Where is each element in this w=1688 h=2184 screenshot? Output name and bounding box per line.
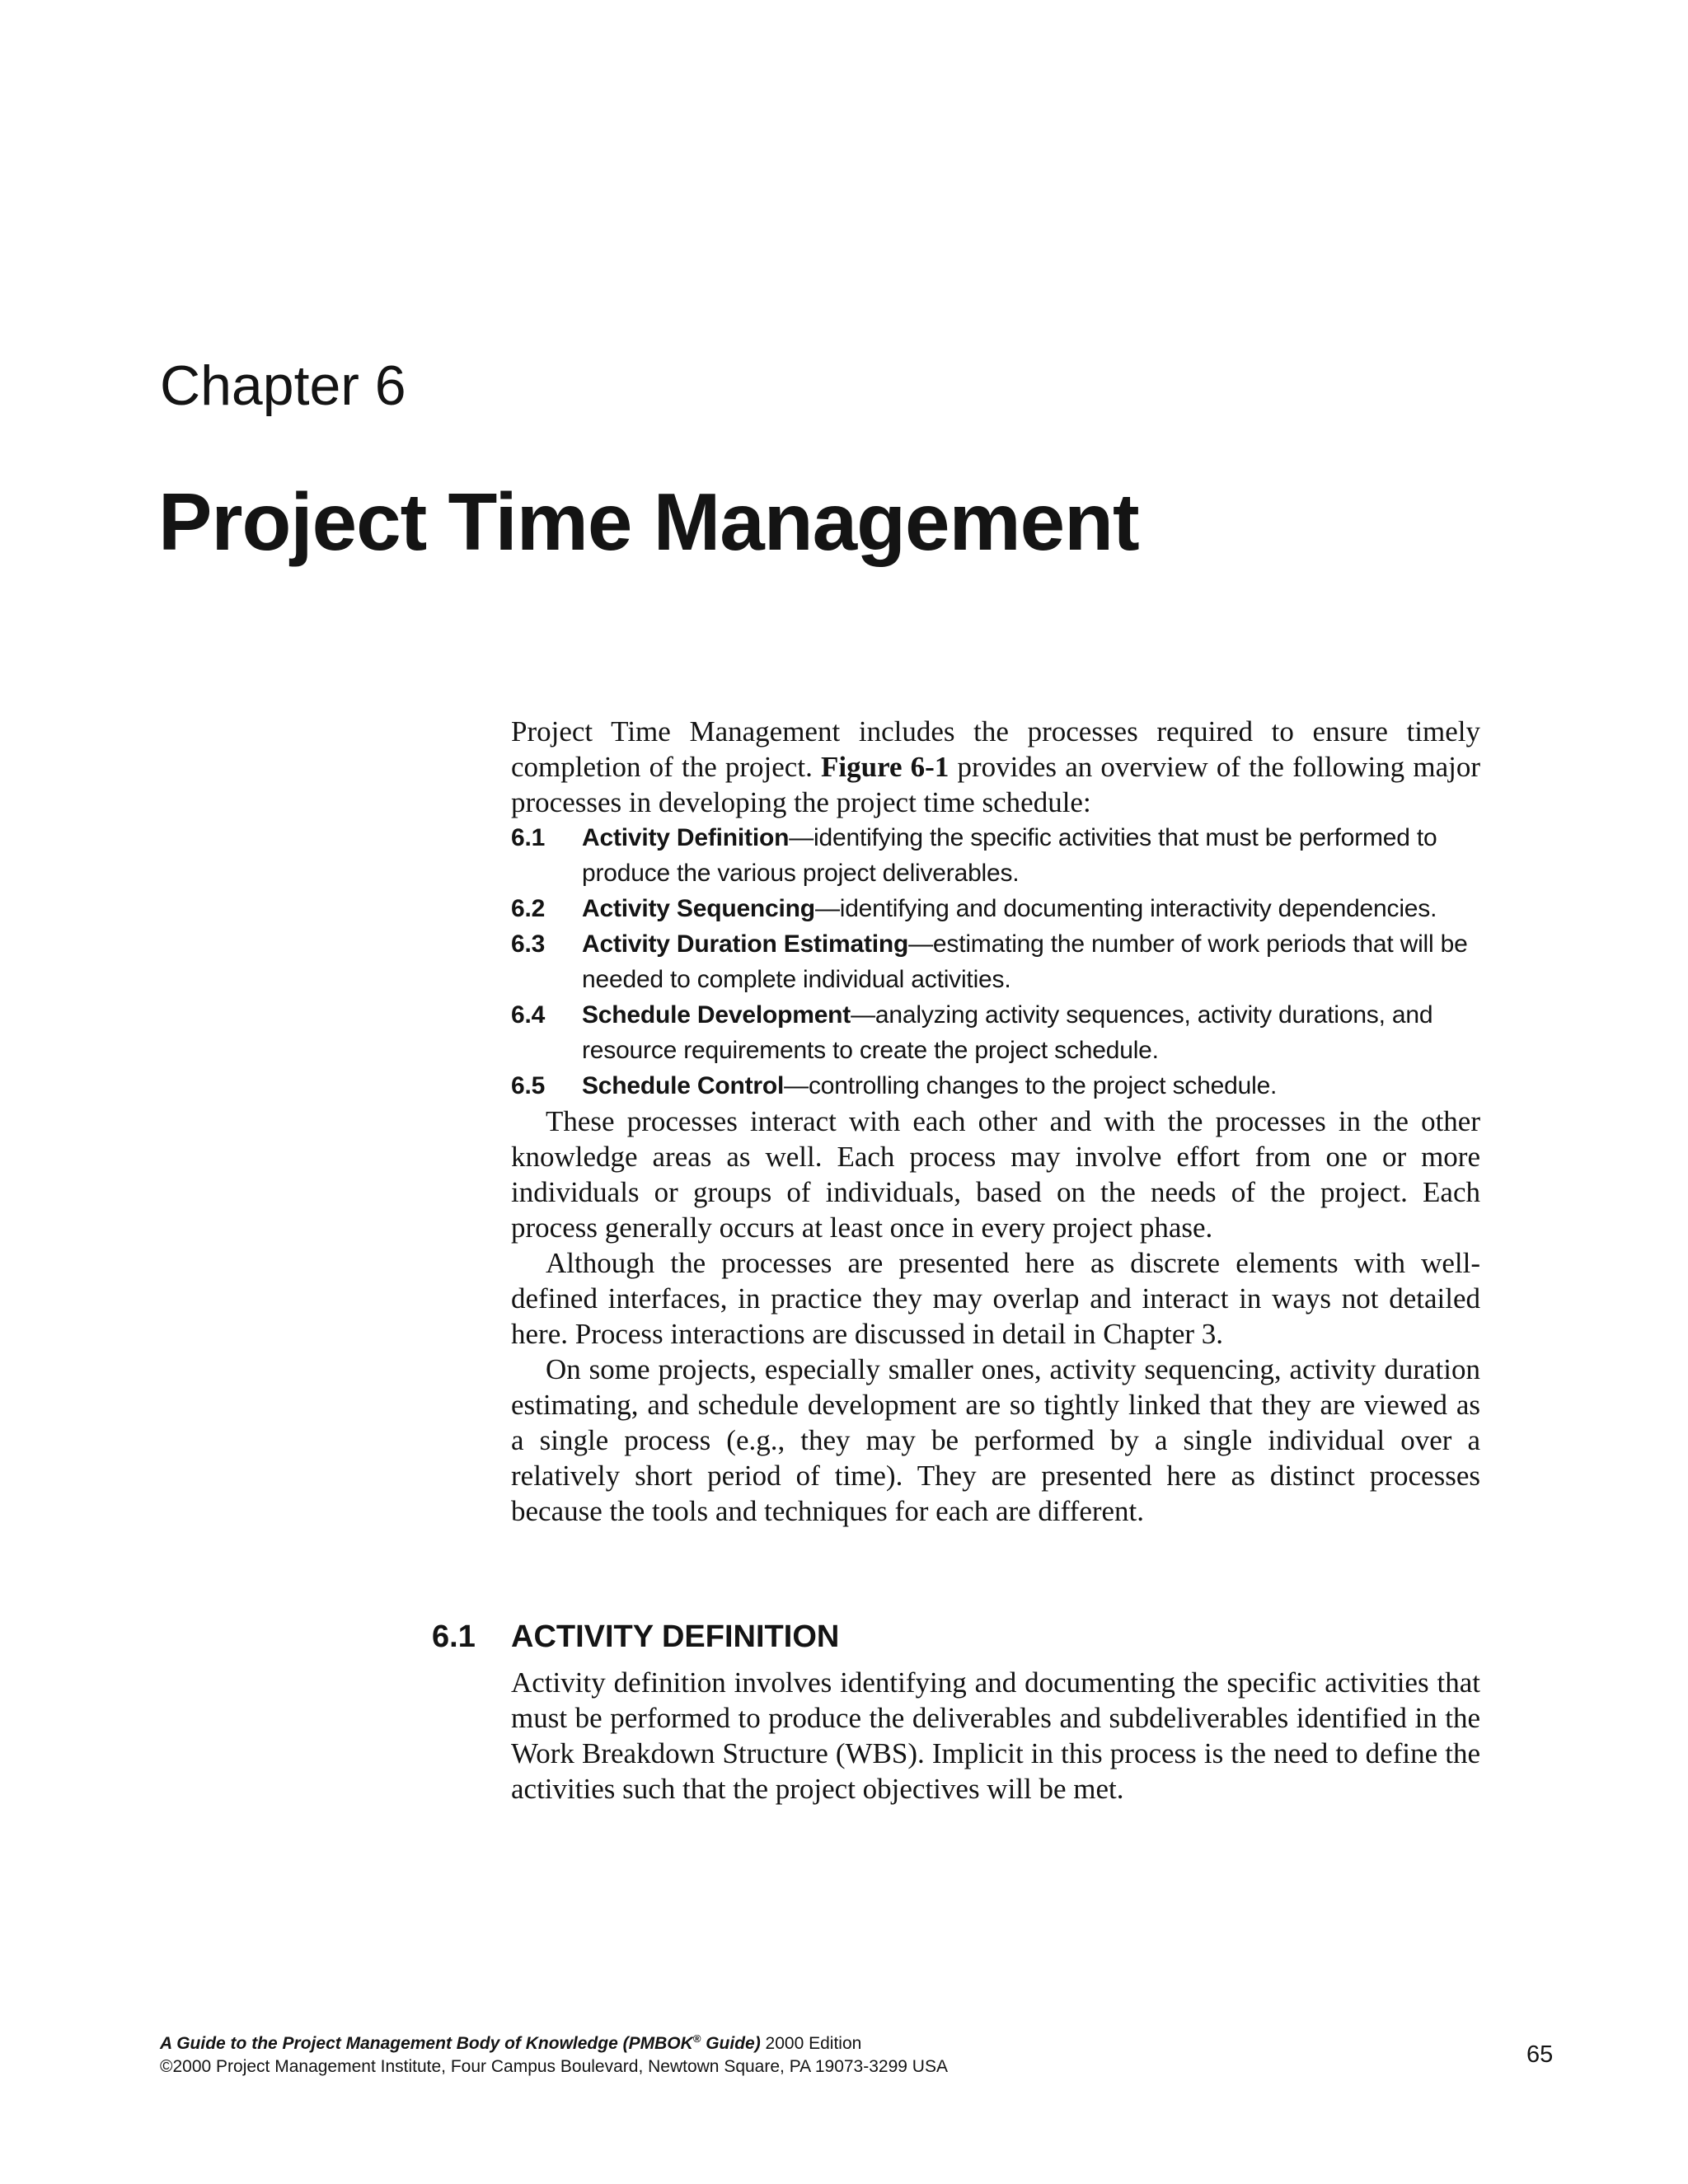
chapter-label: Chapter 6 — [160, 354, 406, 417]
footer-guide-title — [160, 2034, 761, 2053]
section-heading — [432, 1617, 839, 1657]
process-item — [511, 997, 1480, 1068]
section-number: 6.1 — [432, 1619, 476, 1654]
chapter-intro — [511, 714, 1480, 1529]
section-title: ACTIVITY DEFINITION — [511, 1619, 840, 1654]
process-description: —identifying and documenting interactivity dependencies. — [814, 895, 1437, 922]
process-name: Activity Definition — [582, 824, 790, 851]
footer-edition: 2000 Edition — [760, 2034, 862, 2053]
process-description: —identifying the specific activities that must be performed to produce the various project deliverables. — [582, 824, 1437, 887]
footer-copyright: ©2000 Project Management Institute, Four Campus Boulevard, Newtown Square, PA 19073-3299 USA — [160, 2057, 948, 2076]
registered-mark: ® — [692, 2032, 701, 2045]
process-item — [511, 891, 1480, 926]
section-paragraph: Activity definition involves identifying and documenting the specific activities that must be performed to produce the deliverables and subdeliverables identified in the Work Breakdown Structure (WBS). Implicit in this process is the need to define the activities such that the project objectives will be met. — [511, 1666, 1480, 1805]
process-name: Schedule Control — [582, 1072, 785, 1099]
process-item — [511, 1068, 1480, 1104]
section-body — [511, 1665, 1480, 1807]
intro-lead-continuation: provides an overview of the following major processes in developing the project time schedule: — [511, 751, 1480, 818]
body-paragraph: On some projects, especially smaller ones, activity sequencing, activity duration estimating, and schedule development are so tightly linked that they are viewed as a single process (e.g., they may be performed by a single individual over a relatively short period of time). They are presented here as distinct processes because the tools and techniques for each are different. — [511, 1353, 1480, 1527]
body-paragraph: These processes interact with each other and with the processes in the other knowledge areas as well. Each process may involve effort from one or more individuals or groups of individuals, based on the needs of the project. Each process generally occurs at least once in every project phase. — [511, 1105, 1480, 1244]
process-number: 6.3 — [511, 930, 546, 958]
process-description: —analyzing activity sequences, activity durations, and resource requirements to create the project schedule. — [582, 1001, 1433, 1064]
footer-guide-suffix: Guide) — [701, 2034, 761, 2053]
process-description: —controlling changes to the project schedule. — [784, 1072, 1278, 1099]
intro-lead-text: Project Time Management includes the processes required to ensure timely completion of the project. — [511, 715, 1480, 783]
page-number: 65 — [1526, 2041, 1554, 2068]
process-item — [511, 820, 1480, 891]
process-name: Activity Sequencing — [582, 895, 815, 922]
process-number: 6.2 — [511, 895, 546, 922]
process-number: 6.4 — [511, 1001, 546, 1029]
process-description: —estimating the number of work periods that will be needed to complete individual activities. — [582, 930, 1468, 993]
chapter-title: Project Time Management — [158, 476, 1139, 567]
process-number: 6.1 — [511, 824, 546, 851]
process-item — [511, 926, 1480, 997]
process-name: Activity Duration Estimating — [582, 930, 909, 958]
process-number: 6.5 — [511, 1072, 546, 1099]
footer-citation — [160, 2032, 948, 2055]
intro-paragraph — [511, 714, 1480, 820]
body-paragraph: Although the processes are presented here as discrete elements with well-defined interfaces, in practice they may overlap and interact in ways not detailed here. Process interactions are discussed in detail in Chapter 3. — [511, 1247, 1480, 1350]
process-name: Schedule Development — [582, 1001, 851, 1029]
footer-guide-title-text: A Guide to the Project Management Body of Knowledge (PMBOK — [160, 2034, 693, 2053]
page-footer — [160, 2032, 948, 2079]
figure-reference: Figure 6-1 — [821, 751, 950, 783]
process-list — [511, 820, 1480, 1104]
